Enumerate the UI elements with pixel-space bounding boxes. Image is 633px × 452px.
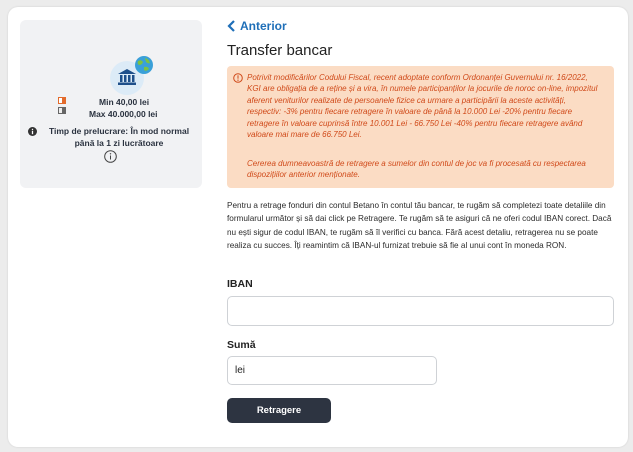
withdrawal-description: Pentru a retrage fonduri din contul Betano în contul tău bancar, te rugăm să completezi toate detaliile din formularul următor și să dai click pe Retragere. Te rugăm să te asiguri că ne oferi codul IBAN corect. Dacă nu ești sigur de codul IBAN, te rugăm să îl verifici cu banca. Fără acest detaliu, retragerea nu se poate realiza cu succes. Îți reamintim că IBAN-ul furnizat trebuie să fie al unui cont în moneda RON. — [227, 201, 612, 251]
iban-label: IBAN — [227, 278, 253, 290]
tax-notice — [227, 66, 614, 188]
globe-icon — [134, 55, 154, 75]
min-limit: Min 40,00 lei — [99, 97, 150, 107]
back-link-label: Anterior — [240, 19, 287, 33]
processing-time: Timp de prelucrare: În mod normal până la 1 zi lucrătoare — [48, 126, 190, 148]
notice-paragraph-tax: Potrivit modificărilor Codului Fiscal, recent adoptate conform Ordonanței Guvernului nr. 16/2022, KGI are obligația de a reține și a vira, în numele participanților la jocurile de noroc on-line, impozitul aferent veniturilor realizate de persoanele fizice ca urmare a participării la aceste activități, respectiv: -3% pentru fiecare retragere în valoare de până la 10.000 Lei -20% pentru fiecare retragere în valoare cuprinsă între 10.001 Lei - 66.750 Lei -40% pentru fiecare retragere având valoare mai mare de 66.750 Lei. — [247, 73, 598, 140]
notice-paragraph-processing: Cererea dumneavoastră de retragere a sumelor din contul de joc va fi procesată cu respectarea dispozițiilor anterior menționate. — [247, 159, 586, 180]
amount-input[interactable] — [227, 356, 437, 385]
info-icon — [28, 127, 37, 136]
bank-transfer-logo — [110, 55, 160, 101]
payment-method-card — [20, 20, 202, 188]
withdraw-button[interactable]: Retragere — [227, 398, 331, 423]
warning-info-icon — [233, 73, 243, 83]
page-title: Transfer bancar — [227, 42, 333, 59]
max-limit: Max 40.000,00 lei — [89, 109, 158, 119]
chevron-left-icon — [227, 20, 236, 32]
amount-label: Sumă — [227, 339, 256, 351]
iban-input[interactable] — [227, 296, 614, 326]
info-outline-icon[interactable] — [104, 150, 117, 163]
back-link[interactable] — [227, 19, 287, 33]
limits-icon — [56, 96, 70, 116]
